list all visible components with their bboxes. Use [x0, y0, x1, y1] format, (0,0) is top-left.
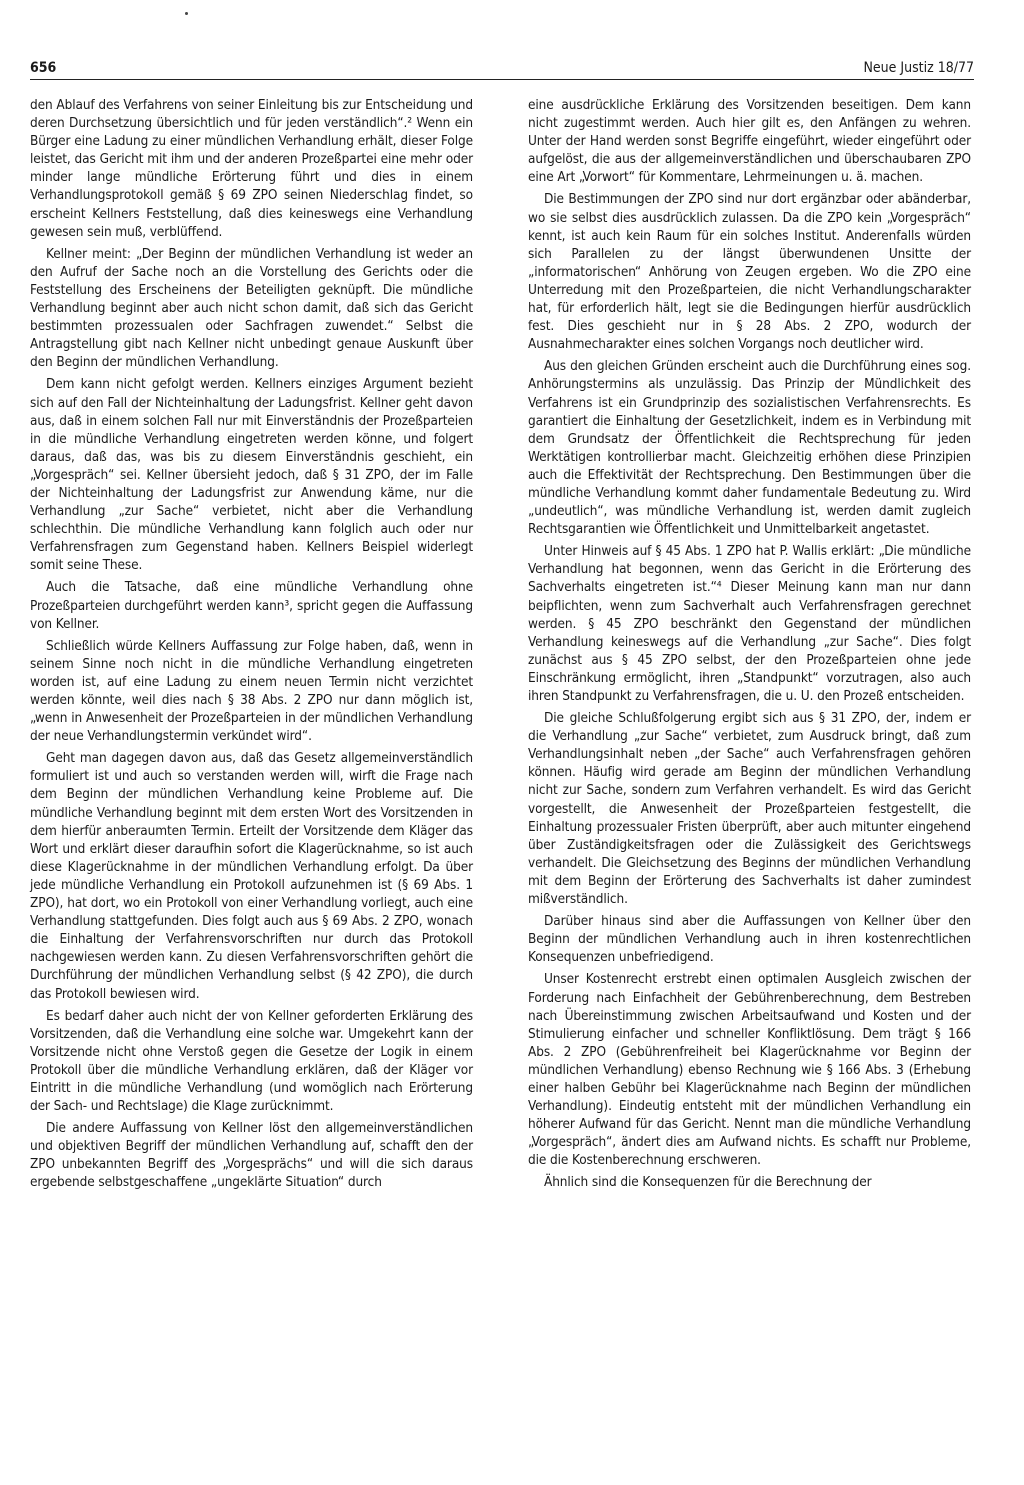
paragraph: Unter Hinweis auf § 45 Abs. 1 ZPO hat P. Wallis erklärt: „Die mündliche Verhandlung hat begonnen, wenn das Gericht in die Erörterung des Sachverhalts eingetreten ist.“⁴ Dieser Meinung kann man nur dann beipflichten, wenn zum Sachverhalt auch Verfahrensfragen gerechnet werden. § 45 ZPO beschränkt den Gegenstand der mündlichen Verhandlung keineswegs auf die Verhandlung „zur Sache“. Dies folgt zunächst aus § 45 ZPO selbst, der den Prozeßparteien ohne jede Einschränkung ermöglicht, ihren „Standpunkt“ vorzutragen, also auch ihren Standpunkt zu Verfahrensfragen, die u. U. den Prozeß entscheiden. — [528, 543, 971, 704]
paragraph: Geht man dagegen davon aus, daß das Gesetz allgemeinverständlich formuliert ist und auch so verstanden werden will, wirft die Frage nach dem Beginn der mündlichen Verhandlung keine Probleme auf. Die mündliche Verhandlung beginnt mit dem ersten Wort des Vorsitzenden in dem hierfür anberaumten Termin. Erteilt der Vorsitzende dem Kläger das Wort und erklärt dieser daraufhin sofort die Klagerücknahme, so ist auch diese Klagerücknahme in der mündlichen Verhandlung erfolgt. Da über jede mündliche Verhandlung ein Protokoll aufzunehmen ist (§ 69 Abs. 1 ZPO), hat dort, wo ein Protokoll von einer Verhandlung vorliegt, auch eine Verhandlung stattgefunden. Dies folgt auch aus § 69 Abs. 2 ZPO, wonach die Einhaltung der Verfahrensvorschriften nur durch das Protokoll nachgewiesen werden kann. Zu diesen Verfahrensvorschriften gehört die Durchführung der mündlichen Verhandlung selbst (§ 42 ZPO), die durch das Protokoll bewiesen wird. — [30, 750, 473, 1002]
paragraph: Schließlich würde Kellners Auffassung zur Folge haben, daß, wenn in seinem Sinne noch nicht in die mündliche Verhandlung eingetreten worden ist, auf eine Ladung zu einem neuen Termin nicht verzichtet werden könnte, weil dies nach § 38 Abs. 2 ZPO nur dann möglich ist, „wenn in Anwesenheit der Prozeßparteien in der mündlichen Verhandlung der neue Verhandlungstermin verkündet wird“. — [30, 637, 473, 745]
paragraph: Die andere Auffassung von Kellner löst den allgemeinverständlichen und objektiven Begriff der mündlichen Verhandlung auf, schafft den der ZPO unbekannten Begriff des „Vorgesprächs“ und will die sich daraus ergebende selbstgeschaffene „ungeklärte Situation“ durch — [30, 1120, 473, 1191]
page-header — [30, 60, 974, 80]
paragraph: den Ablauf des Verfahrens von seiner Einleitung bis zur Entscheidung und deren Durchsetzung übersichtlich und für jeden verständlich“.² Wenn ein Bürger eine Ladung zu einer mündlichen Verhandlung erhält, dieser Folge leistet, das Gericht mit ihm und der anderen Prozeßpartei eine mehr oder minder lange mündliche Erörterung führt und dies in einem Verhandlungsprotokoll gemäß § 69 ZPO seinen Niederschlag findet, so erscheint Kellners Feststellung, daß dies keineswegs eine Verhandlung gewesen sein muß, verblüffend. — [30, 97, 473, 240]
paragraph: Die gleiche Schlußfolgerung ergibt sich aus § 31 ZPO, der, indem er die Verhandlung „zur Sache“ verbietet, zum Ausdruck bringt, daß zum Verhandlungsinhalt neben „der Sache“ auch Verfahrensfragen gehören können. Häufig wird gerade am Beginn der mündlichen Verhandlung nicht zur Sache, sondern zum Verfahren verhandelt. Es wird das Gericht vorgestellt, die Anwesenheit der Prozeßparteien festgestellt, die Einhaltung prozessualer Fristen überprüft, aber auch mitunter eingehend über Zuständigkeitsfragen oder die Zulässigkeit des Gerichtswegs verhandelt. Die Gleichsetzung des Beginns der mündlichen Verhandlung mit dem Beginn der Erörterung des Sachverhalts ist daher zumindest mißverständlich. — [528, 710, 971, 908]
left-column — [30, 96, 473, 1196]
paragraph: Unser Kostenrecht erstrebt einen optimalen Ausgleich zwischen der Forderung nach Einfachheit der Gebührenberechnung, dem Bestreben nach Übereinstimmung zwischen Arbeitsaufwand und Kosten und der Stimulierung einfacher und schneller Konfliktlösung. Dem trägt § 166 Abs. 2 ZPO (Gebührenfreiheit bei Klagerücknahme vor Beginn der mündlichen Verhandlung) ebenso Rechnung wie § 166 Abs. 3 (Erhebung einer halben Gebühr bei Klagerücknahme nach Beginn der mündlichen Verhandlung). Eindeutig entsteht mit der mündlichen Verhandlung ein höherer Aufwand für das Gericht. Nennt man die mündliche Verhandlung „Vorgespräch“, ändert dies am Aufwand nichts. Es schafft nur Probleme, die die Kostenberechnung erschweren. — [528, 971, 971, 1169]
paragraph: Aus den gleichen Gründen erscheint auch die Durchführung eines sog. Anhörungstermins als unzulässig. Das Prinzip der Mündlichkeit des Verfahrens ist ein Grundprinzip des sozialistischen Verfahrensrechts. Es garantiert die Einhaltung der Gesetzlichkeit, indem es in Verbindung mit dem Grundsatz der Öffentlichkeit die Rechtsprechung für jeden Werktätigen kontrollierbar macht. Gleichzeitig erhöhen diese Prinzipien auch die Effektivität der Rechtsprechung. Den Bestimmungen über die mündliche Verhandlung kommt daher fundamentale Bedeutung zu. Wird „undeutlich“, was mündliche Verhandlung ist, werden damit zugleich Rechtsgarantien wie Öffentlichkeit und Unmittelbarkeit angetastet. — [528, 358, 971, 538]
right-column — [528, 96, 971, 1196]
paragraph: Kellner meint: „Der Beginn der mündlichen Verhandlung ist weder an den Aufruf der Sache noch an die Vorstellung des Gerichts oder die Feststellung des Erscheinens der Beteiligten geknüpft. Die mündliche Verhandlung beginnt aber auch nicht schon damit, daß sich das Gericht bestimmten prozessualen oder Sachfragen zuwendet.“ Selbst die Antragstellung gibt nach Kellner nicht unbedingt genaue Auskunft über den Beginn der mündlichen Verhandlung. — [30, 245, 473, 371]
paragraph: Darüber hinaus sind aber die Auffassungen von Kellner über den Beginn der mündlichen Verhandlung auch in ihren kostenrechtlichen Konsequenzen unbefriedigend. — [528, 913, 971, 966]
paragraph: Es bedarf daher auch nicht der von Kellner geforderten Erklärung des Vorsitzenden, daß die Verhandlung eine solche war. Umgekehrt kann der Vorsitzende nicht ohne Verstoß gegen die Gesetze der Logik in einem Protokoll über die mündliche Verhandlung erklären, daß der Kläger vor Eintritt in die mündliche Verhandlung (und womöglich nach Erörterung der Sach- und Rechtslage) die Klage zurücknimmt. — [30, 1007, 473, 1115]
paragraph: Ähnlich sind die Konsequenzen für die Berechnung der — [544, 1174, 872, 1191]
paragraph: eine ausdrückliche Erklärung des Vorsitzenden beseitigen. Dem kann nicht zugestimmt werden. Auch hier gilt es, den Anfängen zu wehren. Unter der Hand werden sonst Begriffe eingeführt, wieder eingeführt oder aufgelöst, die aus der allgemeinverständlichen und überschaubaren ZPO eine Art „Vorwort“ für Kommentare, Lehrmeinungen u. ä. machen. — [528, 97, 971, 186]
scan-speck — [185, 12, 188, 15]
paragraph: Auch die Tatsache, daß eine mündliche Verhandlung ohne Prozeßparteien durchgeführt werden kann³, spricht gegen die Auffassung von Kellner. — [30, 579, 473, 632]
page-number: 656 — [30, 60, 57, 76]
journal-issue: Neue Justiz 18/77 — [863, 60, 974, 76]
paragraph: Die Bestimmungen der ZPO sind nur dort ergänzbar oder abänderbar, wo sie selbst dies ausdrücklich zulassen. Da die ZPO kein „Vorgespräch“ kennt, ist auch kein Raum für ein solches Institut. Anderenfalls würden sich Parallelen zu der längst überwundenen Unsitte der „informatorischen“ Anhörung von Zeugen ergeben. Wo die ZPO eine Unterredung mit den Prozeßparteien, die nicht Verhandlungscharakter hat, für erforderlich hält, legt sie die Bedingungen hierfür ausdrücklich fest. Dies geschieht nur in § 28 Abs. 2 ZPO, wodurch der Ausnahmecharakter eines solchen Vorgangs noch deutlicher wird. — [528, 191, 971, 353]
paragraph: Dem kann nicht gefolgt werden. Kellners einziges Argument bezieht sich auf den Fall der Nichteinhaltung der Ladungsfrist. Kellner geht davon aus, daß in einem solchen Fall nur mit Einverständnis der Prozeßparteien in die mündliche Verhandlung eingetreten werden könne, und folgert daraus, daß das, was bis zu diesem Einverständnis geschieht, ein „Vorgespräch“ sei. Kellner übersieht jedoch, daß § 31 ZPO, der im Falle der Nichteinhaltung der Ladungsfrist zur Anwendung käme, nur die Verhandlung „zur Sache“ verbietet, nicht aber die Verhandlung schlechthin. Die mündliche Verhandlung kann folglich auch oder nur Verfahrensfragen zum Gegenstand haben. Kellners Beispiel widerlegt somit seine These. — [30, 376, 473, 574]
